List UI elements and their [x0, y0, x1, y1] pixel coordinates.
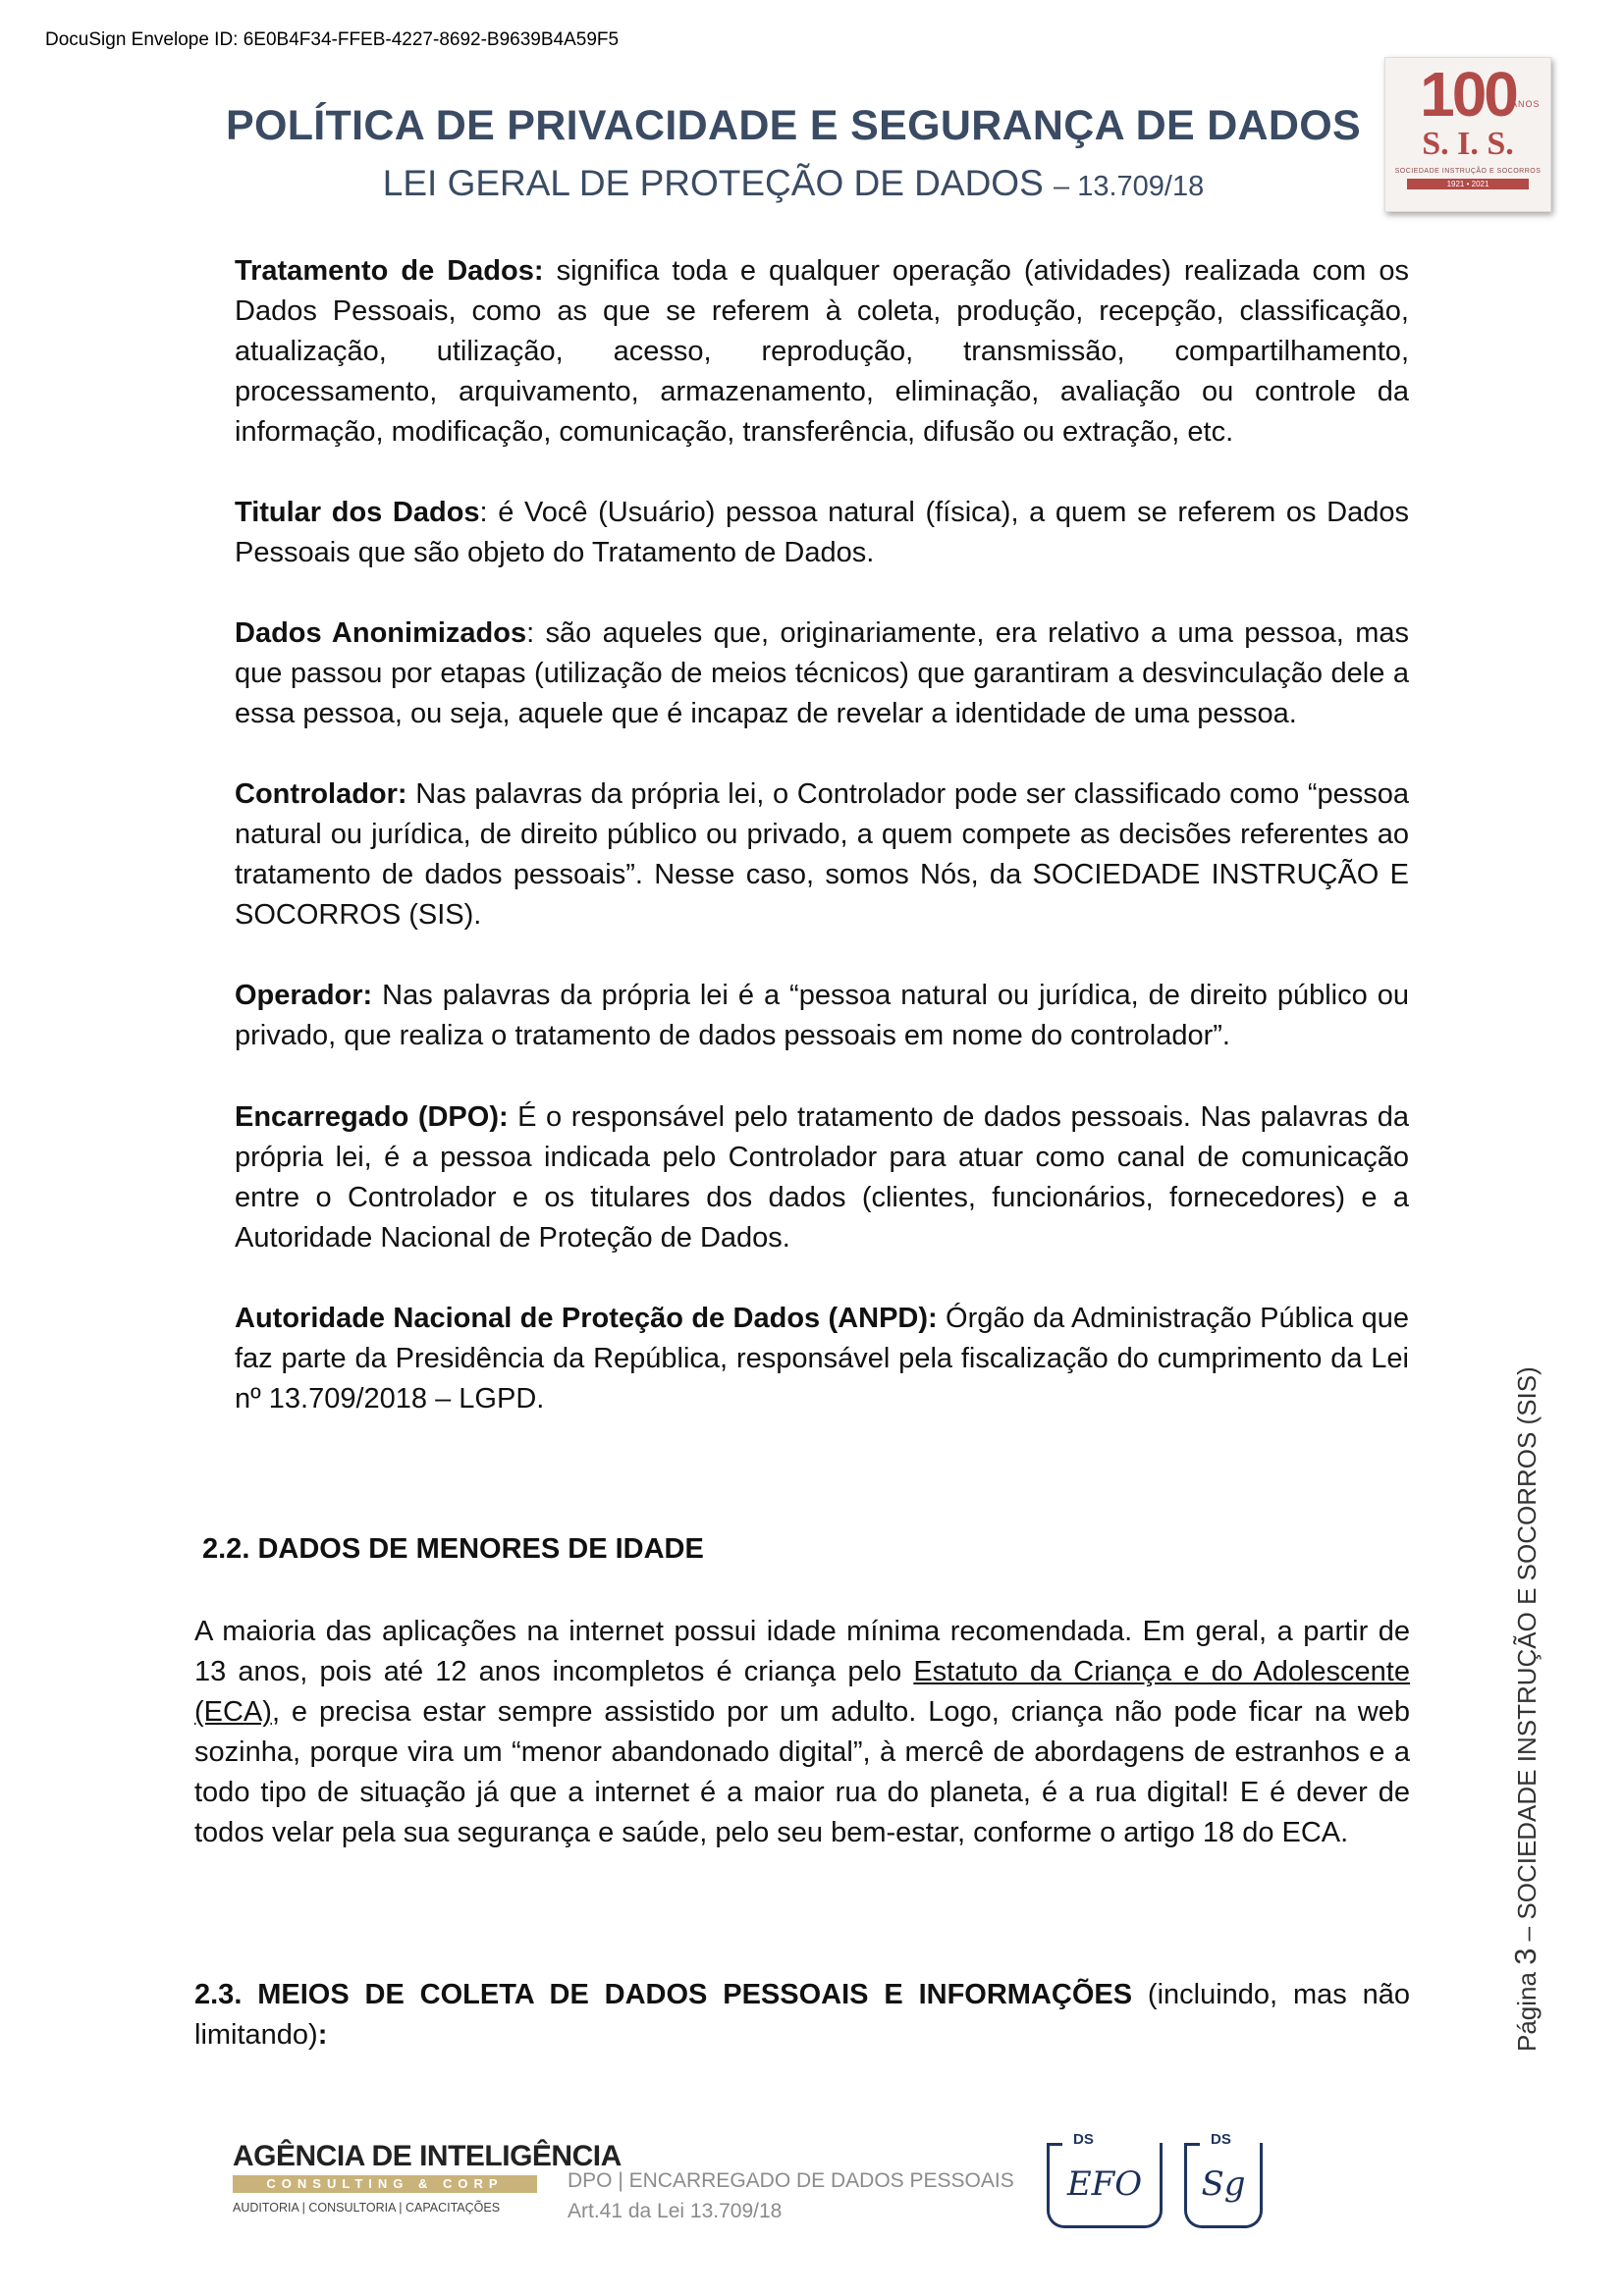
section-colon: :	[317, 2019, 328, 2051]
section-number: 2.2	[202, 1533, 243, 1565]
ds-label: DS	[1073, 2131, 1094, 2148]
definition-paragraph	[235, 614, 1409, 734]
dpo-line: DPO | ENCARREGADO DE DADOS PESSOAIS	[568, 2169, 1014, 2192]
document-title: POLÍTICA DE PRIVACIDADE E SEGURANÇA DE DADOS	[226, 102, 1361, 149]
definition-term: Tratamento de Dados:	[235, 255, 544, 287]
section-suffix: (incluindo, mas não limitando)	[194, 1979, 1411, 2051]
definition-term: Dados Anonimizados	[235, 617, 527, 649]
subtitle-text: LEI GERAL DE PROTEÇÃO DE DADOS	[382, 163, 1044, 203]
definition-text: significa toda e qualquer operação (atividades) realizada com os Dados Pessoais, como as que se referem à coleta, produção, recepção, classificação, atualização, utilização, acesso, reprodução, transmissão, compartilhamento, processamento, arquivamento, armazenamento, eliminação, avaliação ou controle da informação, modificação, comunicação, transferência, difusão ou extração, etc.	[235, 255, 1410, 448]
definition-text: Nas palavras da própria lei é a “pessoa natural ou jurídica, de direito público ou privado, que realiza o tratamento de dados pessoais em nome do controlador”.	[235, 980, 1409, 1051]
definition-text: É o responsável pelo tratamento de dados pessoais. Nas palavras da própria lei, é a pessoa indicada pelo Controlador para atuar como canal de comunicação entre o Controlador e os titulares dos dados (clientes, funcionários, fornecedores) e a Autoridade Nacional de Proteção de Dados.	[235, 1101, 1409, 1254]
agency-title: AGÊNCIA DE INTELIGÊNCIA	[233, 2140, 622, 2172]
definition-term: Controlador:	[235, 778, 407, 810]
definition-text: Nas palavras da própria lei, o Controlador pode ser classificado como “pessoa natural ou jurídica, de direito público ou privado, a quem compete as decisões referentes ao tratamento de dados pessoais”. Nesse caso, somos Nós, da SOCIEDADE INSTRUÇÃO E SOCORROS (SIS).	[235, 778, 1409, 931]
page-number: 3	[1508, 1948, 1543, 1965]
section-title: 2.3. MEIOS DE COLETA DE DADOS PESSOAIS E INFORMAÇÕES	[194, 1979, 1133, 2010]
logo-full-name: SOCIEDADE INSTRUÇÃO E SOCORROS	[1394, 168, 1542, 175]
eca-link[interactable]: Estatuto da Criança e do Adolescente (ECA)	[194, 1656, 1410, 1728]
definition-term: Autoridade Nacional de Proteção de Dados (ANPD):	[235, 1303, 938, 1334]
sidebar-dash: –	[1512, 1919, 1542, 1949]
sidebar-org: SOCIEDADE INSTRUÇÃO E SOCORROS (SIS)	[1512, 1366, 1542, 1920]
definition-text: : é Você (Usuário) pessoa natural (física), a quem se referem os Dados Pessoais que são objeto do Tratamento de Dados.	[235, 497, 1409, 568]
definition-term: Encarregado (DPO):	[235, 1101, 509, 1133]
docusign-envelope-id: DocuSign Envelope ID: 6E0B4F34-FFEB-4227-8692-B9639B4A59F5	[45, 29, 620, 50]
law-line: Art.41 da Lei 13.709/18	[568, 2200, 783, 2222]
definition-term: Titular dos Dados	[235, 497, 480, 528]
agency-logo	[233, 2140, 622, 2215]
definition-term: Operador:	[235, 980, 373, 1011]
footer-dpo	[568, 2165, 1014, 2226]
definition-paragraph	[235, 493, 1409, 573]
paragraph-text: A maioria das aplicações na internet possui idade mínima recomendada. Em geral, a partir de 13 anos, pois até 12 anos incompletos é criança pelo	[194, 1616, 1410, 1687]
signature-initials: Sg	[1201, 2164, 1246, 2204]
section-2-2-paragraph	[194, 1612, 1410, 1853]
logo-anos: ANOS	[1511, 99, 1541, 109]
ds-label: DS	[1211, 2131, 1231, 2148]
definition-paragraph	[235, 1299, 1409, 1419]
logo-name: S. I. S.	[1422, 126, 1514, 162]
page-sidebar	[1508, 1366, 1543, 2052]
definition-text: : são aqueles que, originariamente, era relativo a uma pessoa, mas que passou por etapas (utilização de meios técnicos) que garantiram a desvinculação dele a essa pessoa, ou seja, aquele que é incapaz de revelar a identidade de uma pessoa.	[235, 617, 1410, 729]
logo-years: 1921 • 2021	[1407, 179, 1529, 189]
definition-text: Órgão da Administração Pública que faz parte da Presidência da República, responsável pela fiscalização do cumprimento da Lei nº 13.709/2018 – LGPD.	[235, 1303, 1409, 1415]
agency-bar: CONSULTING & CORP	[233, 2175, 537, 2193]
definition-paragraph	[235, 774, 1409, 935]
document-subtitle	[0, 163, 1587, 204]
docusign-initials-box	[1184, 2131, 1263, 2228]
definition-paragraph	[235, 1097, 1409, 1258]
logo-centenary: 100	[1420, 59, 1516, 130]
definition-paragraph	[235, 251, 1409, 453]
section-heading-2-3	[194, 1975, 1410, 2056]
docusign-initials-box	[1047, 2131, 1163, 2228]
page-label: Página	[1512, 1972, 1542, 2052]
signature-initials: EFO	[1066, 2164, 1143, 2204]
paragraph-text: , e precisa estar sempre assistido por um adulto. Logo, criança não pode ficar na web sozinha, porque vira um “menor abandonado digital”, à mercê de abordagens de estranhos e a todo tipo de situação já que a internet é a maior rua do planeta, é a rua digital! E é dever de todos velar pela sua segurança e saúde, pelo seu bem-estar, conforme o artigo 18 do ECA.	[194, 1696, 1410, 1848]
agency-tagline: AUDITORIA | CONSULTORIA | CAPACITAÇÕES	[233, 2201, 501, 2215]
law-number: – 13.709/18	[1054, 171, 1205, 202]
sis-centenary-logo	[1384, 57, 1551, 212]
definition-paragraph	[235, 976, 1409, 1056]
section-heading-2-2	[202, 1533, 704, 1566]
section-title: . DADOS DE MENORES DE IDADE	[242, 1533, 704, 1565]
